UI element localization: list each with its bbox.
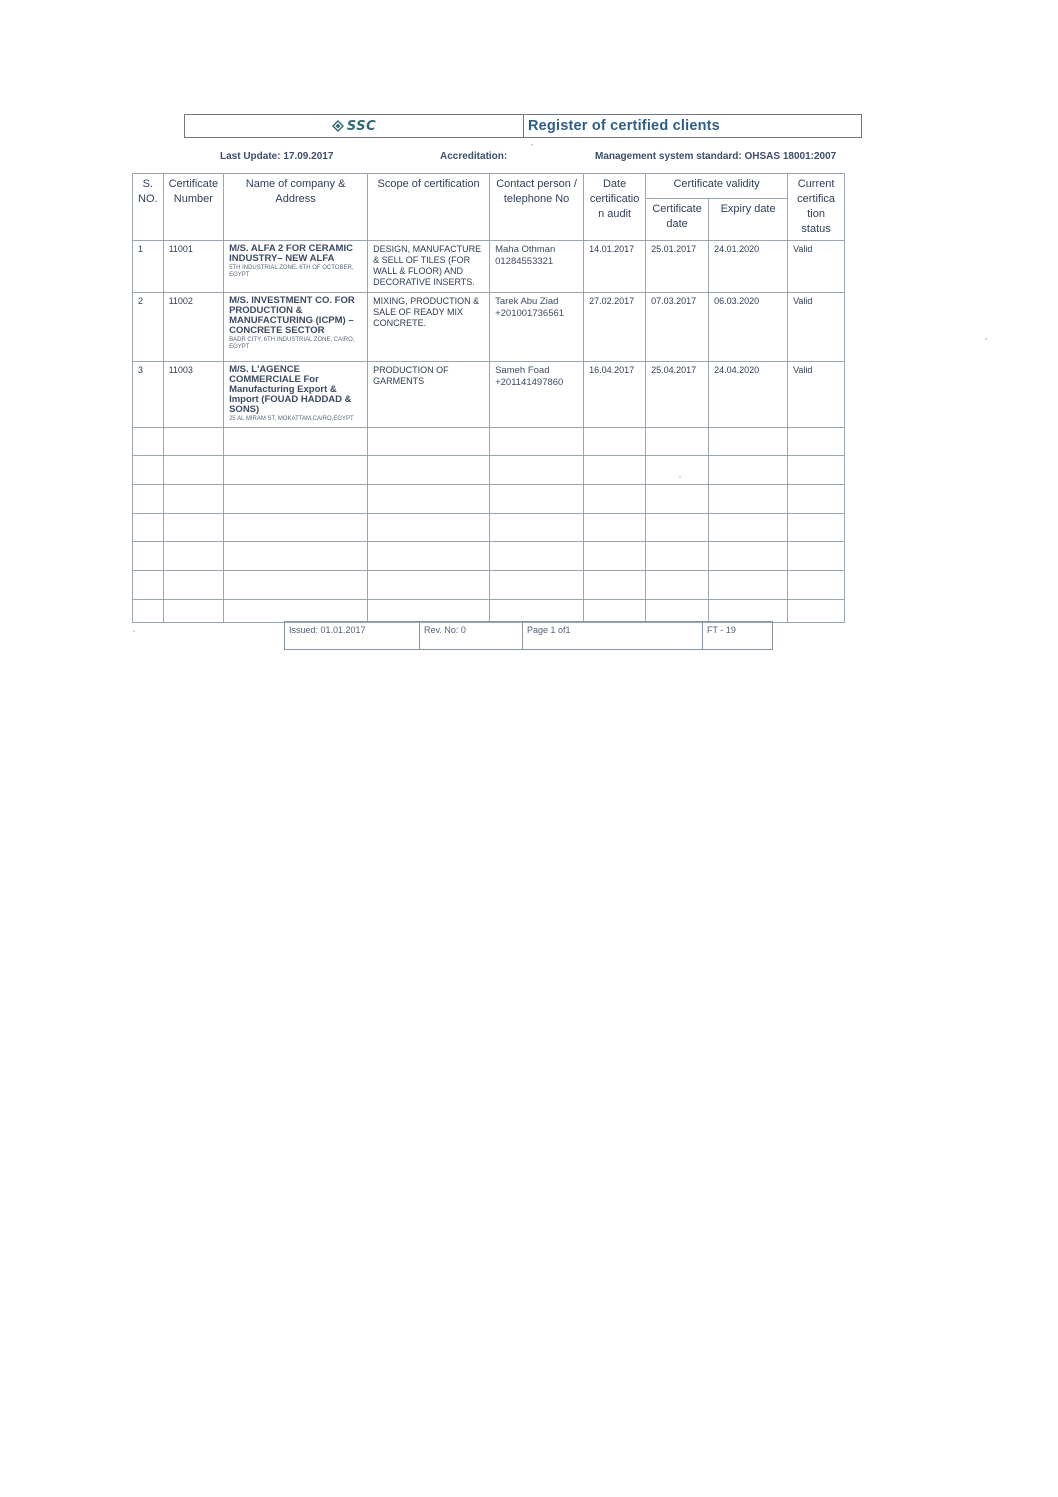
header-scope: Scope of certification: [368, 174, 490, 241]
last-update: Last Update: 17.09.2017: [220, 151, 334, 162]
accreditation-label: Accreditation:: [440, 151, 508, 162]
header-audit-date: Date certificatio n audit: [584, 174, 646, 241]
row-cert-date: 25.01.2017: [646, 241, 709, 293]
form-code: FT - 19: [707, 625, 736, 635]
empty-row: [133, 428, 845, 456]
row-status: Valid: [788, 241, 845, 293]
row-contact: [490, 241, 584, 293]
row-scope: MIXING, PRODUCTION & SALE OF READY MIX CONCRETE.: [368, 293, 490, 362]
header-status: Current certifica tion status: [788, 174, 845, 241]
row-cert-number: 11001: [163, 241, 224, 293]
header-expiry-date: Expiry date: [709, 198, 788, 240]
row-company: [224, 241, 368, 293]
logo-text: SSC: [346, 118, 377, 134]
row-scope: DESIGN, MANUFACTURE & SELL OF TILES (FOR WALL & FLOOR) AND DECORATIVE INSERTS.: [368, 241, 490, 293]
empty-row: [133, 571, 845, 600]
scan-speck: [133, 630, 135, 632]
contact-phone: +201001736561: [495, 308, 565, 319]
company-name: M/S. L'AGENCE COMMERCIALE For Manufacturing Export & Import (FOUAD HADDAD & SONS): [229, 364, 352, 415]
table-row: [133, 362, 845, 428]
company-address: BADR CITY, 6TH INDUSTRIAL ZONE, CAIRO, EGYPT: [229, 337, 355, 350]
row-expiry-date: 24.01.2020: [709, 241, 788, 293]
row-audit-date: 16.04.2017: [584, 362, 646, 428]
document-footer: [284, 621, 773, 650]
scan-speck: [985, 338, 987, 340]
row-audit-date: 27.02.2017: [584, 293, 646, 362]
document-title: Register of certified clients: [528, 118, 720, 134]
row-status: Valid: [788, 293, 845, 362]
empty-row: [133, 600, 845, 623]
row-company: [224, 362, 368, 428]
contact-name: Maha Othman: [495, 244, 556, 255]
clients-register-table: [132, 173, 845, 623]
company-name: M/S. ALFA 2 FOR CERAMIC INDUSTRY– NEW ALFA: [229, 243, 353, 264]
table-header-row: [133, 174, 845, 199]
header-cert-number: Certificate Number: [163, 174, 224, 241]
row-cert-number: 11002: [163, 293, 224, 362]
logo-mark-icon: [332, 120, 344, 132]
page-number: Page 1 of1: [523, 622, 703, 649]
row-company: [224, 293, 368, 362]
revision-number: Rev. No: 0: [420, 622, 523, 649]
row-expiry-date: 24.04.2020: [709, 362, 788, 428]
scan-speck: [679, 476, 681, 478]
row-sno: 3: [133, 362, 164, 428]
header-validity: Certificate validity: [646, 174, 788, 199]
issued-date: Issued: 01.01.2017: [285, 622, 420, 649]
document-header: [184, 114, 862, 138]
row-contact: [490, 362, 584, 428]
row-cert-date: 25.04.2017: [646, 362, 709, 428]
empty-row: [133, 456, 845, 485]
contact-phone: +201141497860: [495, 377, 564, 388]
header-sno: S. NO.: [133, 174, 164, 241]
row-status: Valid: [788, 362, 845, 428]
header-contact: Contact person / telephone No: [490, 174, 584, 241]
row-cert-date: 07.03.2017: [646, 293, 709, 362]
row-contact: [490, 293, 584, 362]
company-address: 5TH INDUSTRIAL ZONE, 6TH OF OCTOBER, EGYPT: [229, 265, 354, 278]
row-expiry-date: 06.03.2020: [709, 293, 788, 362]
table-row: [133, 293, 845, 362]
row-cert-number: 11003: [163, 362, 224, 428]
header-company: Name of company & Address: [224, 174, 368, 241]
management-standard: Management system standard: OHSAS 18001:2007: [595, 151, 837, 162]
title-cell: [524, 115, 861, 137]
row-audit-date: 14.01.2017: [584, 241, 646, 293]
contact-phone: 01284553321: [495, 256, 554, 267]
row-sno: 2: [133, 293, 164, 362]
empty-row: [133, 514, 845, 542]
table-row: [133, 241, 845, 293]
header-cert-date: Certificate date: [646, 198, 709, 240]
company-logo: [332, 119, 376, 134]
company-address: 25 AL MIRAM ST, MOKATTAM,CAIRO,EGYPT: [229, 416, 354, 422]
contact-name: Sameh Foad: [495, 365, 550, 376]
row-sno: 1: [133, 241, 164, 293]
empty-row: [133, 485, 845, 514]
company-name: M/S. INVESTMENT CO. FOR PRODUCTION & MANUFACTURING (ICPM) – CONCRETE SECTOR: [229, 295, 355, 336]
logo-cell: [185, 115, 524, 137]
row-scope: PRODUCTION OF GARMENTS: [368, 362, 490, 428]
empty-row: [133, 542, 845, 571]
contact-name: Tarek Abu Ziad: [495, 296, 559, 307]
scan-speck: [531, 144, 533, 146]
